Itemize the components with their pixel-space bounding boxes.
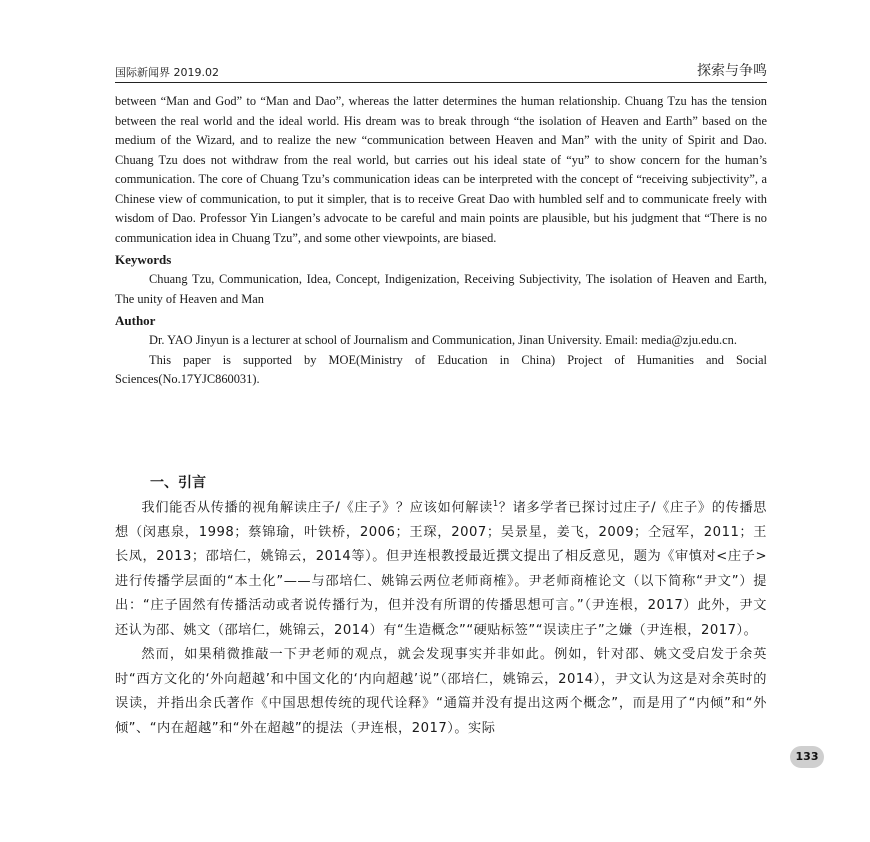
- author-heading: Author: [115, 313, 156, 328]
- english-abstract: [115, 92, 767, 390]
- paragraph-1: [115, 492, 767, 643]
- section-title: 一、引言: [150, 475, 206, 491]
- author-text: Dr. YAO Jinyun is a lecturer at school of Journalism and Communication, Jinan University. Email: media@zju.edu.cn.: [149, 333, 737, 347]
- paragraph-2: 然而，如果稍微推敲一下尹老师的观点，就会发现事实并非如此。例如，针对邵、姚文受启发于余英时“西方文化的‘外向超越’和中国文化的‘内向超越’说”（邵培仁，姚锦云，2014），尹文认为这是对余英时的误读，并指出余氏著作《中国思想传统的现代诠释》“通篇并没有提出这两个概念”，而是用了“内倾”和“外倾”、“内在超越”和“外在超越”的提法（尹连根，2017）。实际: [115, 647, 767, 736]
- abstract-text: between “Man and God” to “Man and Dao”, whereas the latter determines the human relationship. Chuang Tzu has the tension between the real world and the ideal world. His dream was to break through “the isolation of Heaven and Earth” based on the medium of the Wizard, and to realize the new “communication between Heaven and Man” with the unity of Spirit and Dao. Chuang Tzu does not withdraw from the real world, but carries out his ideal state of “yu” to show concern for the human’s communication. The core of Chuang Tzu’s communication ideas can be interpreted with the concept of “receiving subjectivity”, a Chinese view of communication, to put it simpler, that is to receive Great Dao with humbled self and to communicate freely with wisdom of Dao. Professor Yin Liangen’s advocate to be careful and main points are plausible, but his judgment that “There is no communication idea in Chuang Tzu”, and some other viewpoints, are biased.: [115, 94, 767, 245]
- running-header: [115, 60, 767, 83]
- page-number: 133: [790, 746, 824, 768]
- chinese-body: [115, 492, 767, 741]
- keywords-text: Chuang Tzu, Communication, Idea, Concept, Indigenization, Receiving Subjectivity, The isolation of Heaven and Earth, The unity of Heaven and Man: [115, 272, 767, 306]
- section-name: 探索与争鸣: [697, 63, 767, 79]
- paragraph-1-start: 我们能否从传播的视角解读庄子/《庄子》？应该如何解读: [141, 500, 493, 516]
- journal-issue: 国际新闻界 2019.02: [115, 66, 219, 79]
- support-text: This paper is supported by MOE(Ministry of Education in China) Project of Humanities and Social Sciences(No.17YJC860031).: [115, 352, 767, 386]
- paragraph-1-rest: ？诸多学者已探讨过庄子/《庄子》的传播思想（闵惠泉，1998；蔡锦瑜，叶铁桥，2006；王琛，2007；吴景星，姜飞，2009；仝冠军，2011；王长凤，2013；邵培仁，姚锦云，2014等）。但尹连根教授最近撰文提出了相反意见，题为《审慎对<庄子>进行传播学层面的“本土化”——与邵培仁、姚锦云两位老师商榷》。尹老师商榷论文（以下简称“尹文”）提出：“庄子固然有传播活动或者说传播行为，但并没有所谓的传播思想可言。”（尹连根，2017）此外，尹文还认为邵、姚文（邵培仁，姚锦云，2014）有“生造概念”“硬贴标签”“误读庄子”之嫌（尹连根，2017）。: [115, 500, 767, 638]
- footnote-marker[interactable]: 1: [492, 499, 499, 508]
- keywords-heading: Keywords: [115, 252, 172, 267]
